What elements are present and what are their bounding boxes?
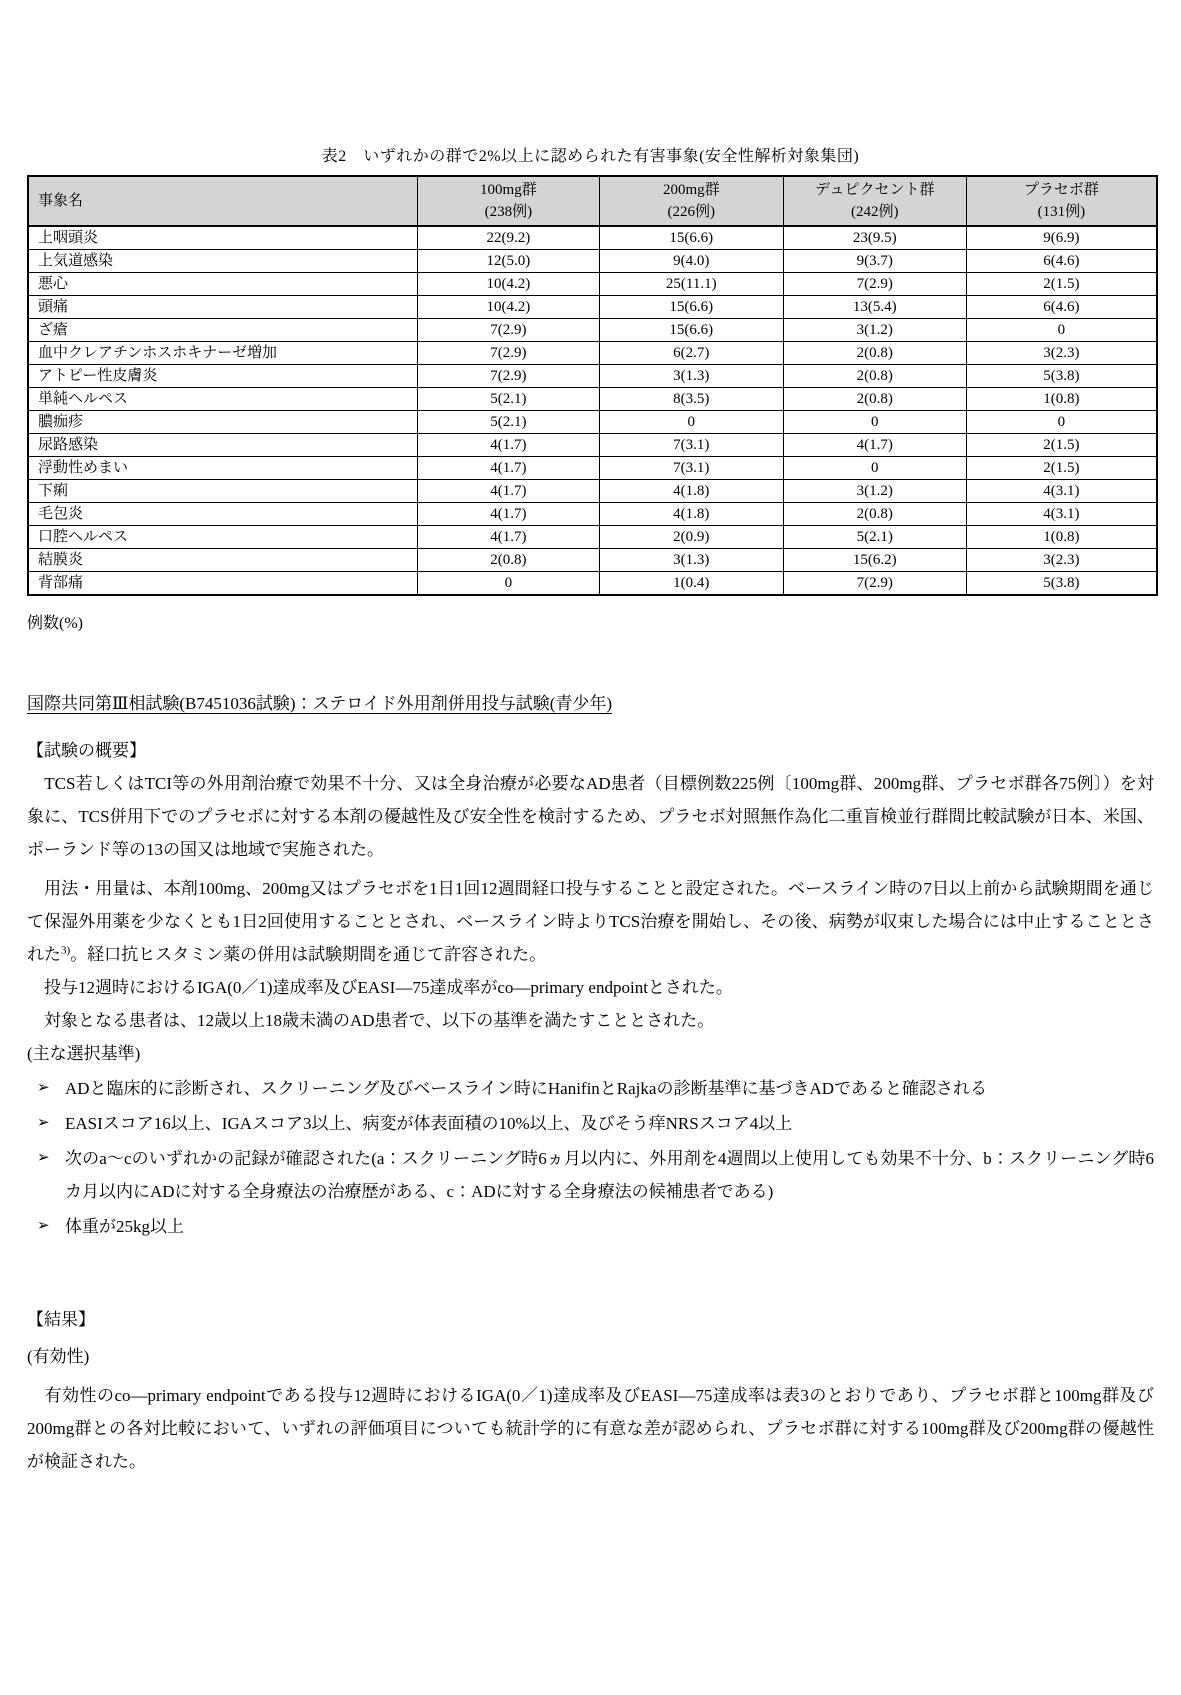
event-name-cell: 口腔ヘルペス: [28, 526, 418, 549]
value-cell-placebo: 4(3.1): [966, 480, 1157, 503]
value-cell-200mg: 3(1.3): [599, 549, 783, 572]
event-name-cell: 単純ヘルペス: [28, 388, 418, 411]
value-cell-100mg: 4(1.7): [418, 457, 600, 480]
table-row: [28, 572, 1157, 596]
population-paragraph: 対象となる患者は、12歳以上18歳未満のAD患者で、以下の基準を満たすこととされた。: [27, 1011, 715, 1030]
arrow-bullet-icon: ➢: [37, 1150, 50, 1166]
value-cell-200mg: 15(6.6): [599, 319, 783, 342]
table-row: [28, 549, 1157, 572]
column-header-group: [599, 176, 783, 226]
event-name-cell: ざ瘡: [28, 319, 418, 342]
value-cell-100mg: 2(0.8): [418, 549, 600, 572]
value-cell-100mg: 4(1.7): [418, 526, 600, 549]
table-row: [28, 480, 1157, 503]
table-row: [28, 434, 1157, 457]
table-body: [28, 226, 1157, 595]
value-cell-placebo: 1(0.8): [966, 388, 1157, 411]
value-cell-dupixent: 4(1.7): [783, 434, 966, 457]
value-cell-dupixent: 2(0.8): [783, 388, 966, 411]
event-name-cell: 下痢: [28, 480, 418, 503]
table-row: [28, 526, 1157, 549]
table-row: [28, 250, 1157, 273]
table-row: [28, 388, 1157, 411]
criteria-item: [27, 1142, 1154, 1208]
column-header-group: [783, 176, 966, 226]
value-cell-200mg: 15(6.6): [599, 296, 783, 319]
efficacy-heading: (有効性): [27, 1347, 90, 1366]
group-n: (238例): [484, 204, 533, 220]
value-cell-200mg: 4(1.8): [599, 503, 783, 526]
value-cell-200mg: 0: [599, 411, 783, 434]
group-label: 100mg群: [480, 182, 537, 198]
table-row: [28, 365, 1157, 388]
event-name-cell: 上気道感染: [28, 250, 418, 273]
value-cell-100mg: 7(2.9): [418, 365, 600, 388]
arrow-bullet-icon: ➢: [37, 1080, 50, 1096]
value-cell-placebo: 3(2.3): [966, 549, 1157, 572]
endpoint-paragraph: 投与12週時におけるIGA(0／1)達成率及びEASI―75達成率がco―primary endpointとされた。: [27, 978, 733, 997]
value-cell-200mg: 9(4.0): [599, 250, 783, 273]
value-cell-100mg: 7(2.9): [418, 342, 600, 365]
column-header-group: [966, 176, 1157, 226]
value-cell-dupixent: 3(1.2): [783, 480, 966, 503]
criteria-list: [27, 1072, 1154, 1243]
table-row: [28, 342, 1157, 365]
event-name-cell: 浮動性めまい: [28, 457, 418, 480]
study-heading: 国際共同第Ⅲ相試験(B7451036試験)：ステロイド外用剤併用投与試験(青少年): [27, 694, 613, 713]
value-cell-dupixent: 2(0.8): [783, 365, 966, 388]
value-cell-dupixent: 7(2.9): [783, 273, 966, 296]
value-cell-100mg: 0: [418, 572, 600, 596]
value-cell-200mg: 4(1.8): [599, 480, 783, 503]
column-header-event-name: 事象名: [28, 176, 418, 226]
criteria-text: 体重が25kg以上: [65, 1217, 184, 1236]
value-cell-placebo: 9(6.9): [966, 226, 1157, 250]
value-cell-100mg: 5(2.1): [418, 411, 600, 434]
criteria-heading: (主な選択基準): [27, 1044, 141, 1063]
event-name-cell: 頭痛: [28, 296, 418, 319]
value-cell-dupixent: 15(6.2): [783, 549, 966, 572]
value-cell-200mg: 2(0.9): [599, 526, 783, 549]
value-cell-placebo: 5(3.8): [966, 572, 1157, 596]
value-cell-dupixent: 0: [783, 411, 966, 434]
value-cell-100mg: 4(1.7): [418, 480, 600, 503]
table-row: [28, 273, 1157, 296]
table-row: [28, 319, 1157, 342]
value-cell-200mg: 15(6.6): [599, 226, 783, 250]
group-n: (131例): [1037, 204, 1086, 220]
event-name-cell: 尿路感染: [28, 434, 418, 457]
table-row: [28, 457, 1157, 480]
value-cell-dupixent: 5(2.1): [783, 526, 966, 549]
event-name-cell: 背部痛: [28, 572, 418, 596]
criteria-text: 次のa～cのいずれかの記録が確認された(a：スクリーニング時6ヵ月以内に、外用剤を4週間以上使用しても効果不十分、b：スクリーニング時6カ月以内にADに対する全身療法の治療歴がある、c：ADに対する全身療法の候補患者である): [65, 1149, 1154, 1201]
value-cell-200mg: 7(3.1): [599, 434, 783, 457]
value-cell-dupixent: 13(5.4): [783, 296, 966, 319]
value-cell-placebo: 2(1.5): [966, 434, 1157, 457]
event-name-cell: 毛包炎: [28, 503, 418, 526]
value-cell-100mg: 10(4.2): [418, 273, 600, 296]
value-cell-100mg: 12(5.0): [418, 250, 600, 273]
value-cell-200mg: 3(1.3): [599, 365, 783, 388]
adverse-events-table: [27, 175, 1158, 596]
group-n: (242例): [850, 204, 899, 220]
overview-heading: 【試験の概要】: [27, 741, 146, 760]
event-name-cell: 血中クレアチンホスホキナーゼ増加: [28, 342, 418, 365]
table-row: [28, 411, 1157, 434]
value-cell-100mg: 5(2.1): [418, 388, 600, 411]
event-name-cell: 上咽頭炎: [28, 226, 418, 250]
table-row: [28, 296, 1157, 319]
value-cell-placebo: 3(2.3): [966, 342, 1157, 365]
criteria-text: ADと臨床的に診断され、スクリーニング及びベースライン時にHanifinとRajkaの診断基準に基づきADであると確認される: [65, 1079, 988, 1098]
event-name-cell: アトピー性皮膚炎: [28, 365, 418, 388]
event-name-cell: 悪心: [28, 273, 418, 296]
criteria-item: [27, 1107, 1154, 1140]
arrow-bullet-icon: ➢: [37, 1115, 50, 1131]
table-row: [28, 503, 1157, 526]
value-cell-placebo: 0: [966, 411, 1157, 434]
value-cell-placebo: 6(4.6): [966, 250, 1157, 273]
value-cell-200mg: 8(3.5): [599, 388, 783, 411]
value-cell-dupixent: 7(2.9): [783, 572, 966, 596]
value-cell-200mg: 7(3.1): [599, 457, 783, 480]
value-cell-placebo: 2(1.5): [966, 457, 1157, 480]
group-label: プラセボ群: [1023, 182, 1099, 198]
event-name-cell: 結膜炎: [28, 549, 418, 572]
value-cell-dupixent: 2(0.8): [783, 503, 966, 526]
column-header-group: [418, 176, 600, 226]
footnote-reference: 3): [61, 944, 71, 957]
arrow-bullet-icon: ➢: [37, 1218, 50, 1234]
value-cell-100mg: 4(1.7): [418, 503, 600, 526]
overview-paragraph-2: [27, 872, 1154, 971]
criteria-item: [27, 1072, 1154, 1105]
value-cell-100mg: 22(9.2): [418, 226, 600, 250]
overview-paragraph-1: TCS若しくはTCI等の外用剤治療で効果不十分、又は全身治療が必要なAD患者（目標例数225例〔100mg群、200mg群、プラセボ群各75例〕）を対象に、TCS併用下でのプラセボに対する本剤の優越性及び安全性を検討するため、プラセボ対照無作為化二重盲検並行群間比較試験が日本、米国、ポーランド等の13の国又は地域で実施された。: [27, 774, 1154, 859]
results-paragraph: 有効性のco―primary endpointである投与12週時におけるIGA(0／1)達成率及びEASI―75達成率は表3のとおりであり、プラセボ群と100mg群及び200mg群との各対比較において、いずれの評価項目についても統計学的に有意な差が認められ、プラセボ群に対する100mg群及び200mg群の優越性が検証された。: [27, 1386, 1154, 1471]
criteria-text: EASIスコア16以上、IGAスコア3以上、病変が体表面積の10%以上、及びそう痒NRSスコア4以上: [65, 1114, 793, 1133]
value-cell-100mg: 4(1.7): [418, 434, 600, 457]
event-name-cell: 膿痂疹: [28, 411, 418, 434]
group-label: デュピクセント群: [814, 182, 935, 198]
value-cell-100mg: 10(4.2): [418, 296, 600, 319]
paragraph-2-text-continued: 。経口抗ヒスタミン薬の併用は試験期間を通じて許容された。: [70, 945, 547, 964]
value-cell-200mg: 6(2.7): [599, 342, 783, 365]
table-footnote: 例数(%): [27, 615, 83, 632]
value-cell-placebo: 1(0.8): [966, 526, 1157, 549]
value-cell-200mg: 1(0.4): [599, 572, 783, 596]
table-header-row: [28, 176, 1157, 226]
value-cell-dupixent: 2(0.8): [783, 342, 966, 365]
value-cell-dupixent: 9(3.7): [783, 250, 966, 273]
value-cell-placebo: 6(4.6): [966, 296, 1157, 319]
value-cell-placebo: 4(3.1): [966, 503, 1157, 526]
group-n: (226例): [667, 204, 716, 220]
value-cell-placebo: 0: [966, 319, 1157, 342]
value-cell-200mg: 25(11.1): [599, 273, 783, 296]
value-cell-100mg: 7(2.9): [418, 319, 600, 342]
value-cell-dupixent: 23(9.5): [783, 226, 966, 250]
table-row: [28, 226, 1157, 250]
table-caption: 表2 いずれかの群で2%以上に認められた有害事象(安全性解析対象集団): [321, 148, 860, 165]
value-cell-dupixent: 3(1.2): [783, 319, 966, 342]
value-cell-placebo: 5(3.8): [966, 365, 1157, 388]
value-cell-placebo: 2(1.5): [966, 273, 1157, 296]
criteria-item: [27, 1210, 1154, 1243]
paragraph-2-text: 用法・用量は、本剤100mg、200mg又はプラセボを1日1回12週間経口投与することと設定された。ベースライン時の7日以上前から試験期間を通じて保湿外用薬を少なくとも1日2回使用することとされ、ベースライン時よりTCS治療を開始し、その後、病勢が収束した場合には中止することとされた: [27, 879, 1154, 964]
value-cell-dupixent: 0: [783, 457, 966, 480]
results-heading: 【結果】: [27, 1310, 95, 1329]
group-label: 200mg群: [662, 182, 720, 198]
